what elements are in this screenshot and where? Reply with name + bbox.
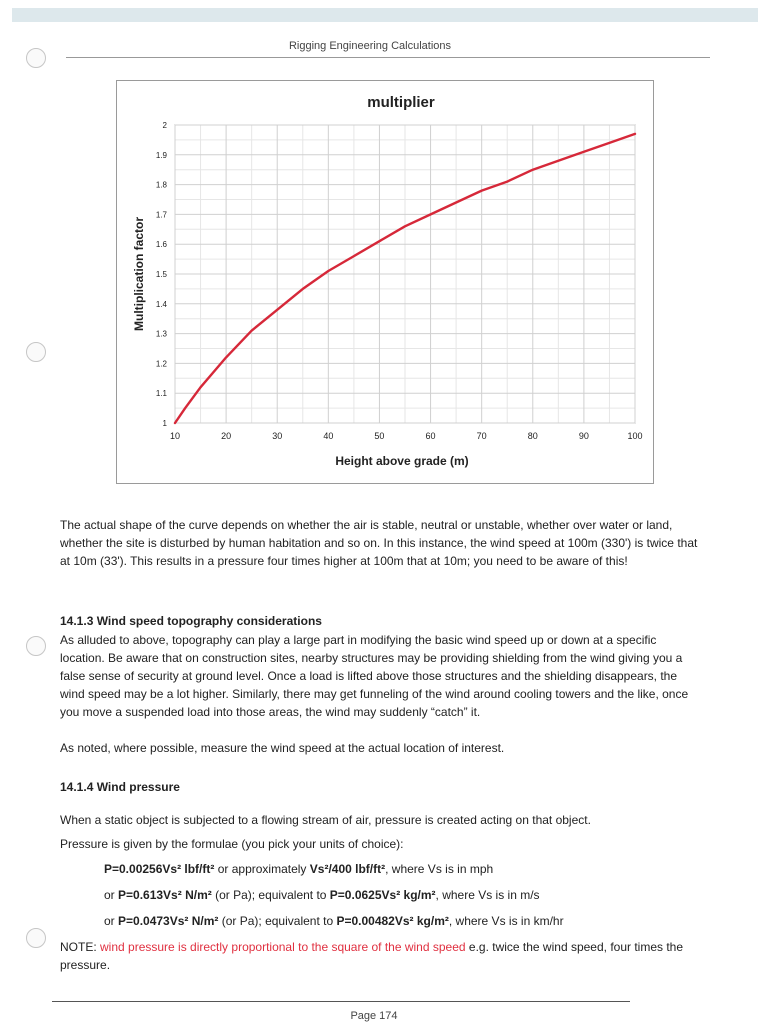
y-tick-label: 1.2 [155, 359, 167, 369]
x-tick-label: 30 [272, 431, 283, 441]
x-tick-label: 70 [476, 431, 487, 441]
formula-text: or [104, 888, 119, 902]
y-tick-label: 1.7 [155, 210, 167, 220]
chart-y-axis-label: Multiplication factor [132, 217, 146, 331]
y-tick-label: 1.3 [155, 329, 167, 339]
static-object-paragraph: When a static object is subjected to a flowing stream of air, pressure is created acting on that object. [60, 813, 591, 827]
measure-note-paragraph: As noted, where possible, measure the wind speed at the actual location of interest. [60, 741, 505, 755]
x-tick-label: 100 [627, 431, 643, 441]
note-tail: e.g. twice the wind speed, four times the pressure. [60, 940, 684, 972]
header-rule [66, 57, 710, 58]
formula-line-metric-kmh [104, 914, 564, 928]
formula-text: , where Vs is in mph [385, 862, 494, 876]
formula-bold: P=0.00256Vs² lbf/ft² [104, 862, 215, 876]
multiplier-chart [116, 80, 654, 484]
formula-text: (or Pa); equivalent to [218, 914, 337, 928]
formula-text: (or Pa); equivalent to [211, 888, 330, 902]
y-tick-label: 1 [162, 419, 167, 428]
section-heading-topography: 14.1.3 Wind speed topography considerations [60, 614, 322, 628]
chart-canvas [117, 81, 655, 485]
x-tick-label: 90 [578, 431, 589, 441]
y-tick-label: 1.6 [155, 240, 167, 250]
formula-bold: P=0.0625Vs² kg/m² [329, 888, 436, 902]
y-tick-label: 1.4 [155, 299, 167, 309]
x-tick-label: 80 [527, 431, 538, 441]
y-tick-label: 2 [162, 121, 167, 130]
chart-title: multiplier [367, 94, 435, 111]
topography-paragraph: As alluded to above, topography can play a large part in modifying the basic wind speed up or down at a specific location. Be aware that on construction sites, nearby structures may be providing shielding from the wind giving you a false sense of security at ground level. Once a load is lifted above those structures and the shielding disappears, the wind speed may be a lot higher. Similarly, there may get funneling of the wind around cooling towers and the like, once you move a suspended load into those areas, the wind may suddenly “catch” it. [60, 633, 689, 719]
formula-bold: Vs²/400 lbf/ft² [309, 862, 386, 876]
chart-grid [175, 125, 635, 423]
wind-pressure-note [60, 938, 704, 974]
running-header: Rigging Engineering Calculations [288, 40, 452, 52]
formula-line-metric-ms [104, 888, 540, 902]
formula-bold: P=0.00482Vs² kg/m² [336, 914, 449, 928]
y-tick-label: 1.1 [155, 389, 167, 399]
binder-hole [26, 928, 46, 948]
formula-bold: P=0.613Vs² N/m² [118, 888, 212, 902]
formula-intro-paragraph: Pressure is given by the formulae (you pick your units of choice): [60, 837, 404, 851]
x-tick-label: 40 [323, 431, 334, 441]
x-tick-label: 20 [221, 431, 232, 441]
note-highlight: wind pressure is directly proportional to the square of the wind speed [100, 940, 466, 954]
formula-text: , where Vs is in m/s [435, 888, 540, 902]
y-tick-label: 1.5 [155, 270, 167, 279]
y-tick-label: 1.8 [155, 180, 167, 190]
binder-hole [26, 342, 46, 362]
footer-rule [52, 1001, 630, 1002]
formula-text: , where Vs is in km/hr [448, 914, 564, 928]
section-heading-wind-pressure: 14.1.4 Wind pressure [60, 780, 180, 794]
page-number: Page 174 [350, 1010, 398, 1022]
curve-shape-paragraph: The actual shape of the curve depends on whether the air is stable, neutral or unstable, whether over water or land, whether the site is disturbed by human habitation and so on. In this instance, the wind speed at 100m (330') is twice that at 10m (33'). This results in a pressure four times higher at 100m that at 10m; you need to be aware of this! [60, 518, 698, 568]
formula-bold: P=0.0473Vs² N/m² [118, 914, 219, 928]
binder-hole [26, 636, 46, 656]
x-tick-label: 50 [374, 431, 385, 441]
chart-x-axis-label: Height above grade (m) [335, 454, 469, 468]
formula-text: or approximately [214, 862, 310, 876]
formula-text: or [104, 914, 119, 928]
y-tick-label: 1.9 [155, 150, 167, 160]
scan-top-band [12, 8, 758, 22]
formula-line-imperial [104, 862, 493, 876]
x-tick-label: 60 [425, 431, 436, 441]
x-tick-label: 10 [169, 431, 181, 441]
note-label: NOTE: [60, 940, 101, 954]
